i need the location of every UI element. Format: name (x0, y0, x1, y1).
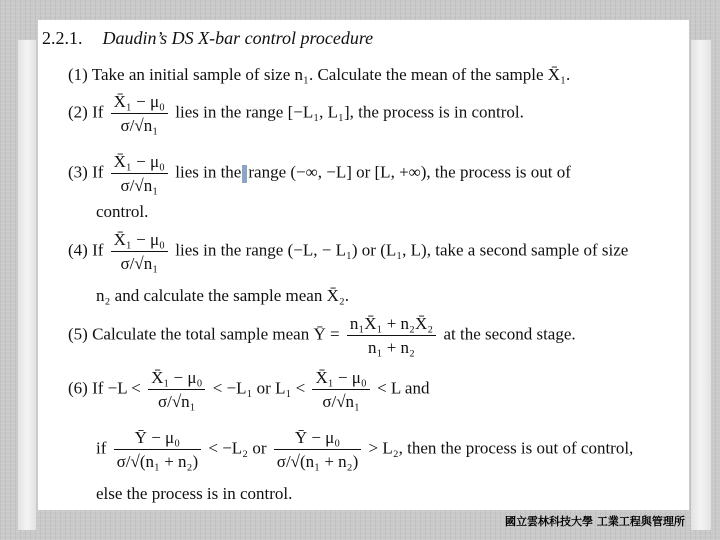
step-1-number: (1) (68, 65, 88, 84)
step-6-mid: < −L₁ or L₁ < (212, 378, 306, 398)
decorative-band-left (18, 40, 36, 530)
step-2-number: (2) (68, 102, 88, 122)
step-4-fraction (111, 230, 168, 273)
step-1-text: Take an initial sample of size n₁. Calculate the mean of the sample X̄₁. (91, 65, 571, 84)
text-cursor (242, 165, 247, 183)
step-2-denominator: σ/√n₁ (120, 116, 159, 135)
step-3-if: If (92, 162, 104, 182)
step-4-denominator: σ/√n₁ (120, 254, 159, 273)
step-4 (68, 230, 628, 273)
step-1 (68, 65, 570, 85)
step-2 (68, 92, 524, 135)
step-5-fraction (347, 314, 436, 357)
step-2-fraction (111, 92, 168, 135)
step-6-numerator-3: Ȳ − μ₀ (114, 428, 201, 450)
step-6-fraction-2 (312, 368, 369, 411)
step-5-denominator: n₁ + n₂ (368, 338, 415, 357)
section-heading (42, 28, 373, 49)
step-6-numerator-1: X̄₁ − μ₀ (148, 368, 205, 390)
step-6-line-2 (96, 428, 633, 471)
decorative-band-right (691, 40, 711, 530)
step-3-fraction (111, 152, 168, 195)
step-6-tail2: > L₂, then the process is out of control, (368, 438, 634, 458)
step-3-numerator: X̄₁ − μ₀ (111, 152, 168, 174)
step-2-if: If (92, 102, 104, 122)
step-6-mid2: < −L₂ or (208, 438, 267, 458)
step-3-number: (3) (68, 162, 88, 182)
step-3-rest-a: lies in the (175, 162, 242, 182)
step-4-rest: lies in the range (−L, − L₁) or (L₁, L), take a second sample of size (175, 240, 629, 260)
step-6-if: If −L < (92, 378, 141, 398)
step-6-fraction-3 (114, 428, 201, 471)
step-6-tail: < L and (377, 378, 430, 398)
step-3-rest-b: range (−∞, −L] or [L, +∞), the process is out of (248, 162, 571, 182)
step-6-denominator-4: σ/√(n₁ + n₂) (276, 452, 359, 471)
step-6-numerator-4: Ȳ − μ₀ (274, 428, 361, 450)
step-6-fraction-1 (148, 368, 205, 411)
step-5-number: (5) (68, 324, 88, 344)
step-4-if: If (92, 240, 104, 260)
step-5-text: Calculate the total sample mean Ȳ = (92, 324, 340, 344)
step-6-else: else the process is in control. (96, 484, 293, 503)
step-6-numerator-2: X̄₁ − μ₀ (312, 368, 369, 390)
step-6 (68, 368, 429, 411)
step-4-number: (4) (68, 240, 88, 260)
step-6-denominator-2: σ/√n₁ (322, 392, 360, 411)
step-5-rest: at the second stage. (443, 324, 576, 344)
step-3-continuation: control. (96, 202, 149, 221)
section-number: 2.2.1. (42, 28, 83, 48)
step-4-continuation: n₂ and calculate the sample mean X̄₂. (96, 286, 350, 305)
step-3-denominator: σ/√n₁ (120, 176, 159, 195)
step-3 (68, 152, 571, 195)
step-6-if2: if (96, 438, 107, 458)
slide-content (38, 20, 689, 510)
section-title: Daudin’s DS X-bar control procedure (102, 28, 374, 48)
step-6-number: (6) (68, 378, 88, 398)
step-2-rest: lies in the range [−L₁, L₁], the process is in control. (175, 102, 524, 122)
footer-institution: 國立雲林科技大學 工業工程與管理所 (505, 515, 685, 528)
step-4-numerator: X̄₁ − μ₀ (111, 230, 168, 252)
step-6-denominator-3: σ/√(n₁ + n₂) (116, 452, 199, 471)
step-6-fraction-4 (274, 428, 361, 471)
step-5-numerator: n₁X̄₁ + n₂X̄₂ (347, 314, 436, 336)
step-5 (68, 314, 576, 357)
step-2-numerator: X̄₁ − μ₀ (111, 92, 168, 114)
step-6-denominator-1: σ/√n₁ (157, 392, 196, 411)
